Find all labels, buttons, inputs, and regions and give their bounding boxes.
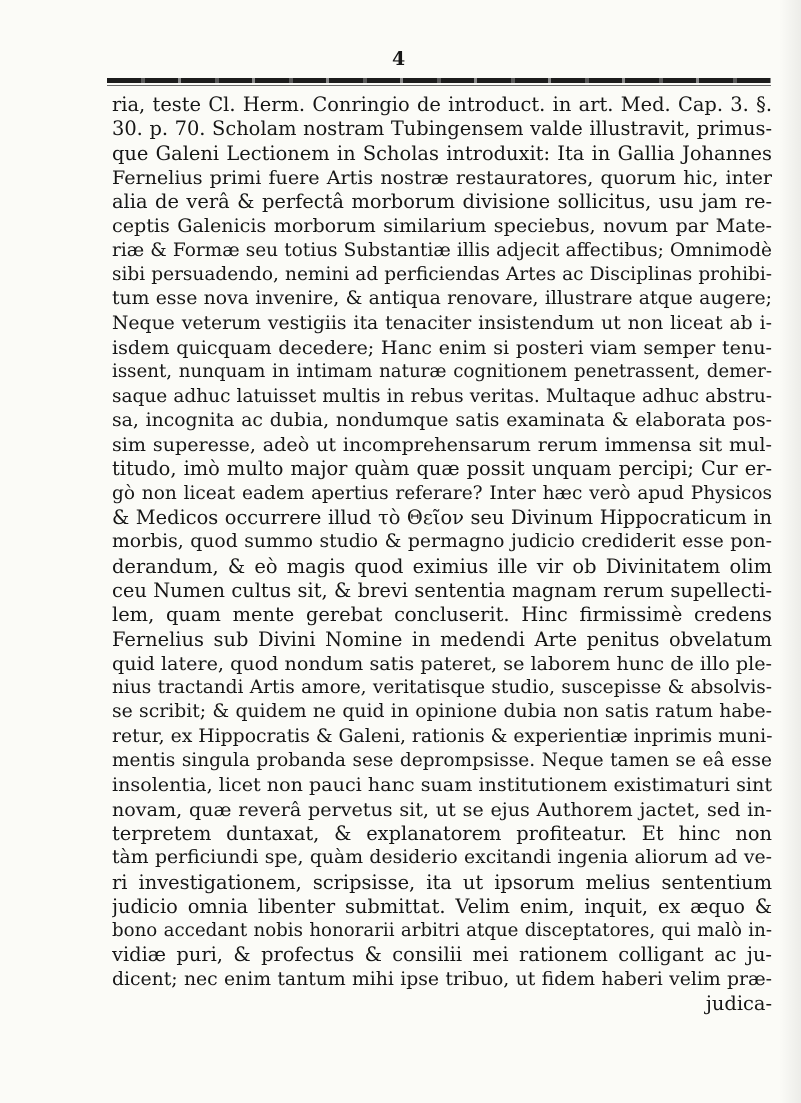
text-line: sa, incognita ac dubia, nondumque satis examinata & elaborata pos- [112, 409, 772, 431]
text-line: sibi persuadendo, nemini ad perficiendas Artes ac Disciplinas prohibi- [112, 264, 772, 286]
text-line: issent, nunquam in intimam naturæ cognitionem penetrassent, demer- [112, 361, 772, 383]
text-line: Fernelius sub Divini Nomine in medendi Arte penitus obvelatum [112, 627, 772, 651]
text-line: gò non liceat eadem apertius referare? Inter hæc verò apud Physicos [112, 482, 772, 504]
text-line: ceptis Galenicis morborum similarium speciebus, novum par Mate- [112, 214, 772, 238]
text-line: isdem quicquam decedere; Hanc enim si posteri viam semper tenu- [112, 335, 772, 359]
text-line: & Medicos occurrere illud τὸ Θεῖον seu Divinum Hippocraticum in [112, 506, 772, 530]
text-line: saque adhuc latuisset multis in rebus veritas. Multaque adhuc abstru- [112, 385, 772, 407]
text-line: ria, teste Cl. Herm. Conringio de introduct. in art. Med. Cap. 3. §. [112, 93, 772, 116]
scan-edge-shadow [779, 0, 801, 1103]
text-line: judicio omnia libenter submittat. Velim enim, inquit, ex æquo & [112, 894, 772, 918]
text-line: nius tractandi Artis amore, veritatisque studio, suscepisse & absolvis- [112, 677, 772, 699]
body-text [112, 93, 772, 1016]
text-line: riæ & Formæ seu totius Substantiæ illis adjecit affectibus; Omnimodè [112, 239, 772, 261]
text-line: terpretem duntaxat, & explanatorem profiteatur. Et hinc non [112, 821, 772, 845]
text-line: quid latere, quod nondum satis pateret, se laborem hunc de illo ple- [112, 651, 772, 675]
text-line: mentis singula probanda sese deprompsisse. Neque tamen se eâ esse [112, 750, 772, 772]
text-line: vidiæ puri, & profectus & consilii mei rationem colligant ac ju- [112, 943, 772, 967]
text-line: ceu Numen cultus sit, & brevi sententia magnam rerum supellecti- [112, 578, 772, 602]
text-line: morbis, quod summo studio & permagno judicio crediderit esse pon- [112, 531, 772, 553]
text-line: que Galeni Lectionem in Scholas introduxit: Ita in Gallia Johannes [112, 141, 772, 165]
text-line: sim superesse, adeò ut incomprehensarum rerum immensa sit mul- [112, 433, 772, 457]
ornamental-header-rule [107, 74, 771, 88]
text-line: se scribit; & quidem ne quid in opinione dubia non satis ratum habe- [112, 701, 772, 723]
text-line: retur, ex Hippocratis & Galeni, rationis & experientiæ inprimis muni- [112, 725, 772, 747]
text-line: tàm perficiundi spe, quàm desiderio excitandi ingenia aliorum ad ve- [112, 847, 772, 869]
text-line: ri investigationem, scripsisse, ita ut ipsorum melius sententium [112, 870, 772, 894]
text-line: derandum, & eò magis quod eximius ille vir ob Divinitatem olim [112, 554, 772, 578]
text-line: 30. p. 70. Scholam nostram Tubingensem valde illustravit, primus- [112, 117, 772, 141]
text-line: tum esse nova invenire, & antiqua renovare, illustrare atque augere; [112, 288, 772, 310]
text-line: lem, quam mente gerebat concluserit. Hinc firmissimè credens [112, 603, 772, 627]
text-line: insolentia, licet non pauci hanc suam institutionem existimaturi sint [112, 773, 772, 797]
text-line: alia de verâ & perfectâ morborum divisione sollicitus, usu jam re- [112, 190, 772, 214]
page-number: 4 [392, 48, 406, 70]
text-line: titudo, imò multo major quàm quæ possit unquam percipi; Cur er- [112, 457, 772, 481]
text-line: dicent; nec enim tantum mihi ipse tribuo, ut fidem haberi velim præ- [112, 968, 772, 990]
text-line: Neque veterum vestigiis ita tenaciter insistendum ut non liceat ab i- [112, 312, 772, 334]
text-line: Fernelius primi fuere Artis nostræ restauratores, quorum hic, inter [112, 165, 772, 189]
text-line: bono accedant nobis honorarii arbitri atque disceptatores, qui malò in- [112, 920, 772, 942]
text-line: novam, quæ reverâ pervetus sit, ut se ejus Authorem jactet, sed in- [112, 797, 772, 821]
catchword: judica- [705, 991, 772, 1015]
